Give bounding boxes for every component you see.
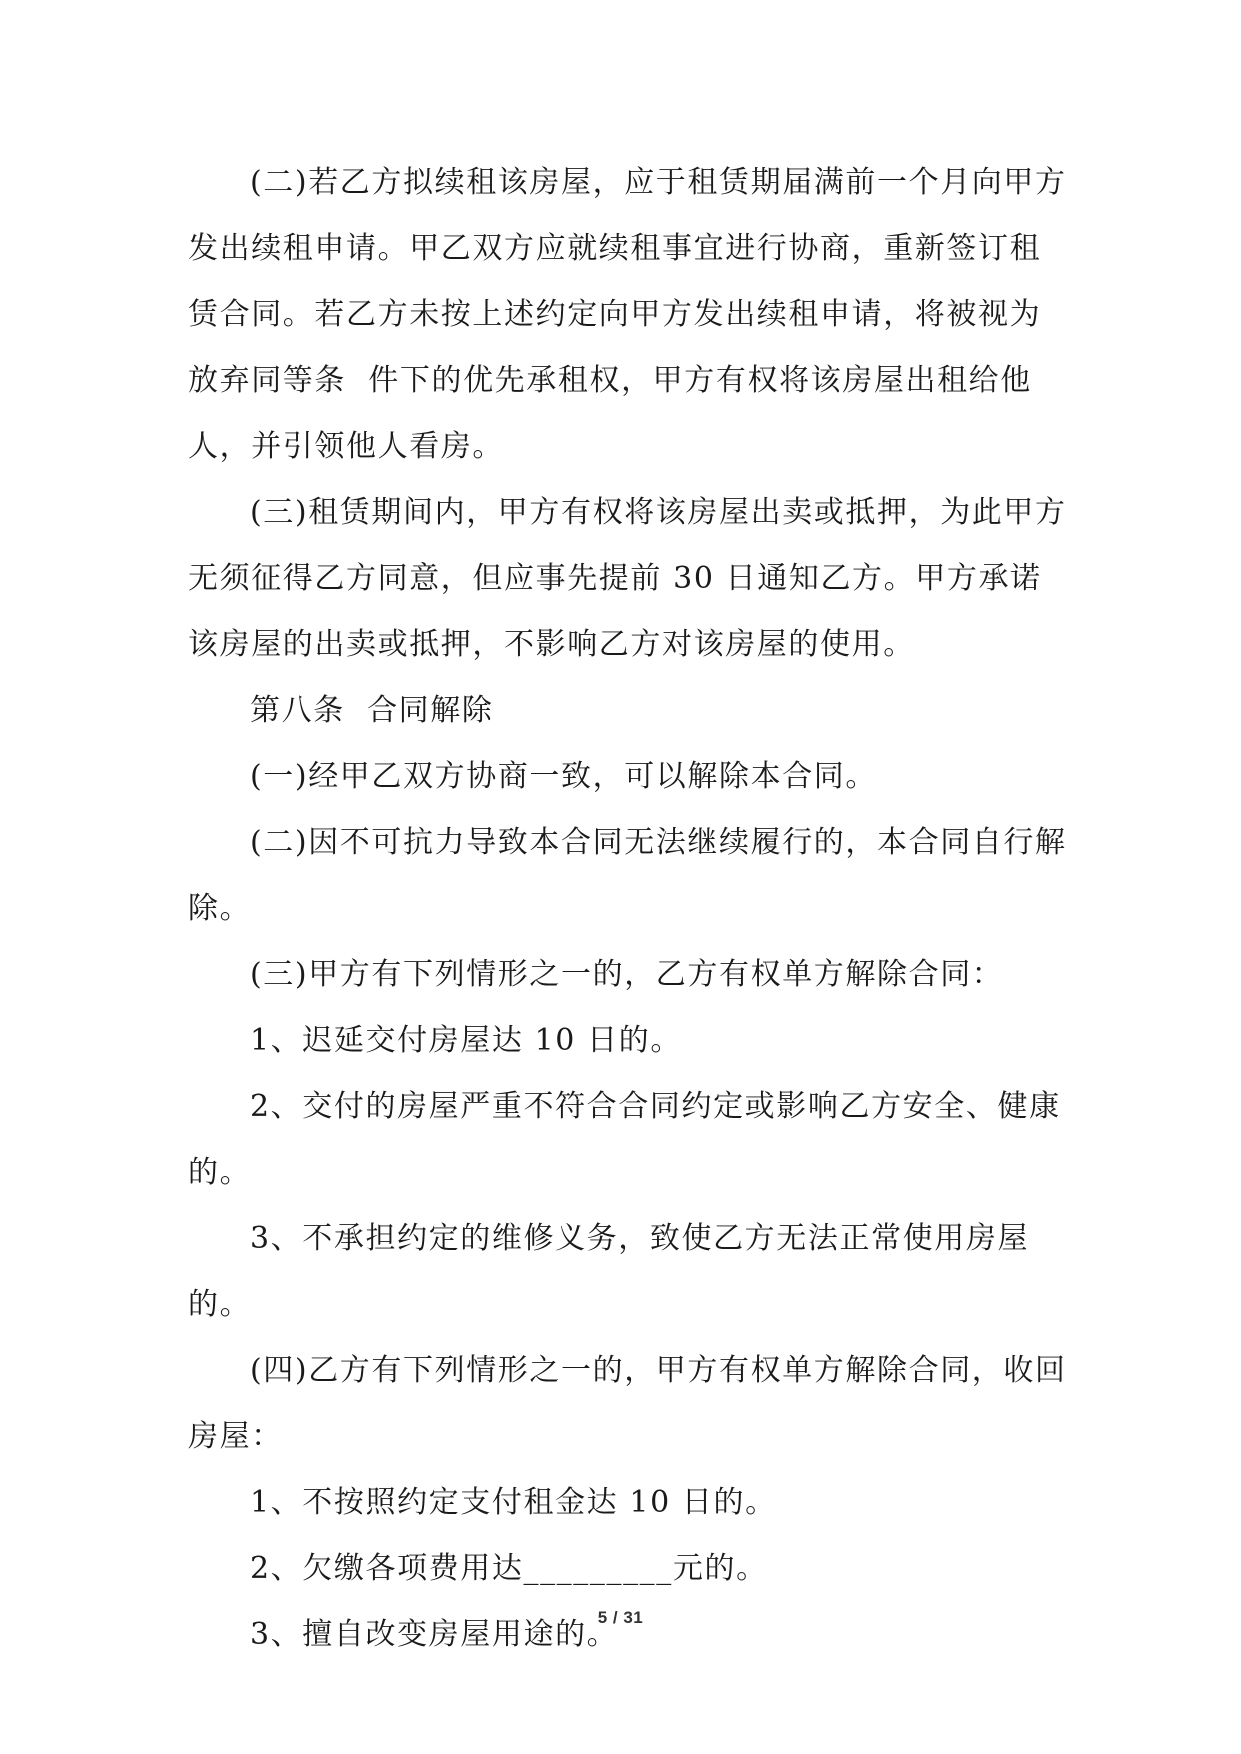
document-body [188, 150, 1068, 1668]
paragraph-force-majeure: (二)因不可抗力导致本合同无法继续履行的，本合同自行解除。 [188, 825, 1067, 926]
list-item: 3、不承担约定的维修义务，致使乙方无法正常使用房屋的。 [188, 1221, 1030, 1322]
list-item: 1、迟延交付房屋达 10 日的。 [250, 1023, 682, 1058]
list-item: 2、欠缴各项费用达_________元的。 [250, 1551, 768, 1586]
article-heading: 第八条 合同解除 [250, 693, 494, 728]
list-item: 2、交付的房屋严重不符合合同约定或影响乙方安全、健康的。 [188, 1089, 1061, 1190]
list-item: 1、不按照约定支付租金达 10 日的。 [250, 1485, 777, 1520]
paragraph-renewal: (二)若乙方拟续租该房屋，应于租赁期届满前一个月向甲方发出续租申请。甲乙双方应就续租事宜进行协商，重新签订租赁合同。若乙方未按上述约定向甲方发出续租申请，将被视为放弃同等条 件下的优先承租权，甲方有权将该房屋出租给他人，并引领他人看房。 [188, 165, 1067, 464]
list-item: 3、擅自改变房屋用途的。 [250, 1617, 619, 1652]
paragraph-lessee-termination-rights: (三)甲方有下列情形之一的，乙方有权单方解除合同： [250, 957, 1004, 992]
paragraph-mutual-termination: (一)经甲乙双方协商一致，可以解除本合同。 [250, 759, 878, 794]
paragraph-lessor-termination-rights: (四)乙方有下列情形之一的，甲方有权单方解除合同，收回房屋： [188, 1353, 1067, 1454]
paragraph-sale-mortgage: (三)租赁期间内，甲方有权将该房屋出卖或抵押，为此甲方无须征得乙方同意，但应事先提前 30 日通知乙方。甲方承诺该房屋的出卖或抵押，不影响乙方对该房屋的使用。 [188, 495, 1067, 662]
page-number: 5 / 31 [597, 1608, 644, 1627]
